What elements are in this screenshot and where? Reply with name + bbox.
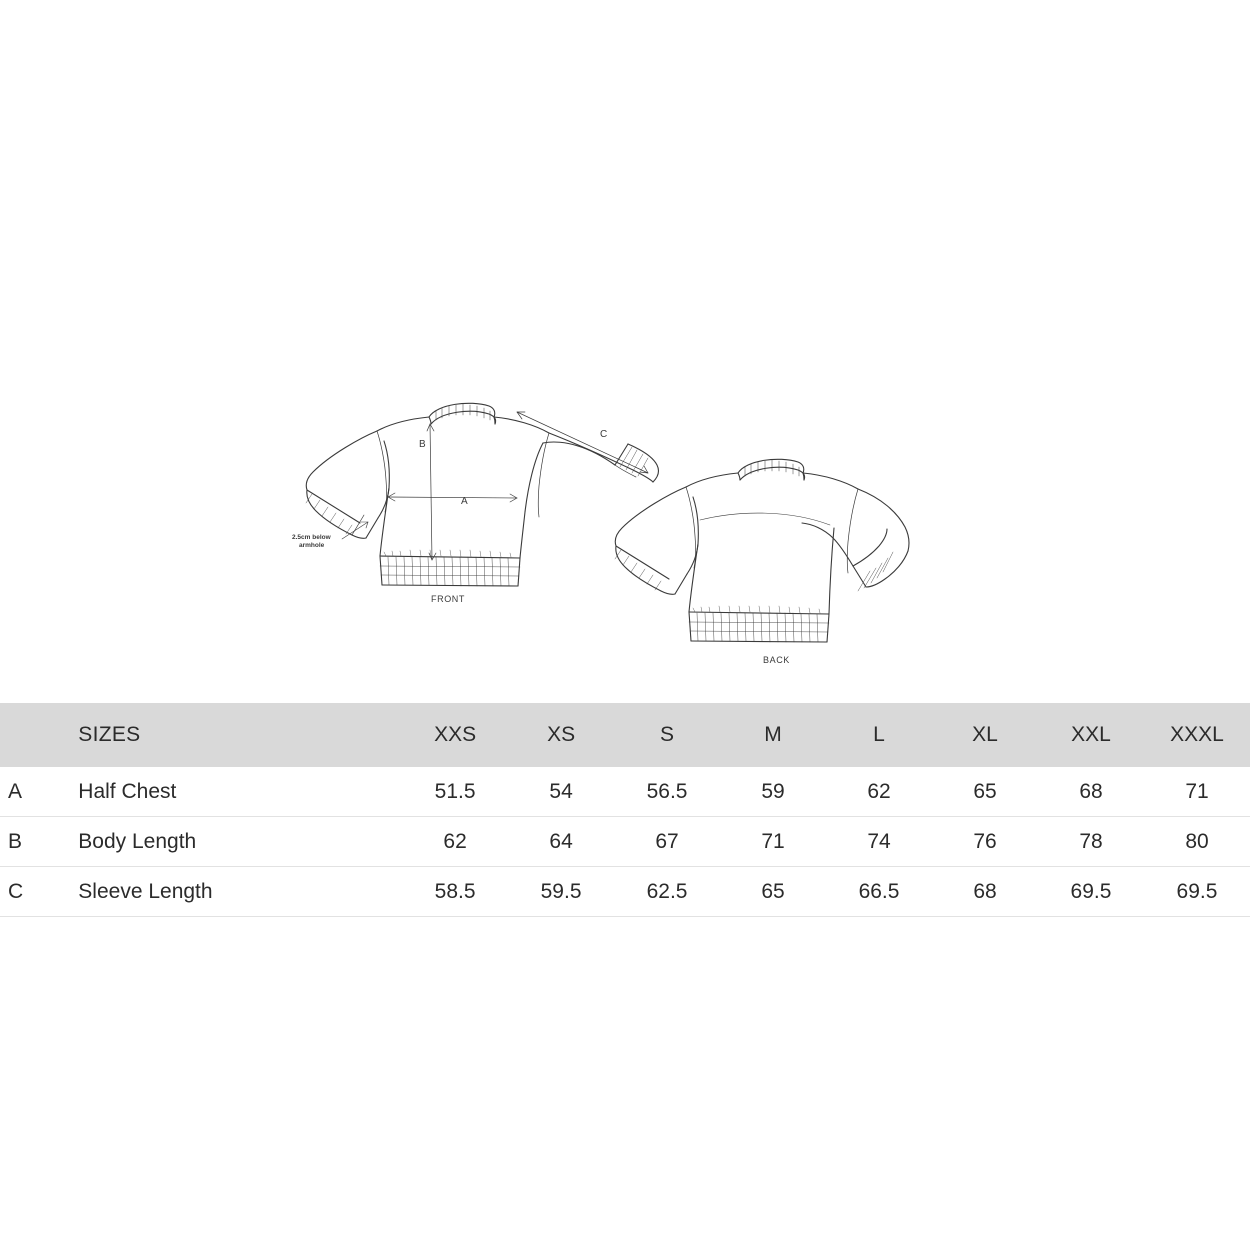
- cell-half-chest-s: 56.5: [614, 767, 720, 817]
- row-code-b: B: [0, 817, 74, 867]
- header-size-xxxl: XXXL: [1144, 703, 1250, 767]
- label-c: C: [600, 429, 608, 440]
- cell-sleeve-length-xxs: 58.5: [402, 867, 508, 917]
- cell-half-chest-xxs: 51.5: [402, 767, 508, 817]
- row-code-a: A: [0, 767, 74, 817]
- back-view: [615, 459, 909, 642]
- table-row: [0, 767, 1250, 817]
- cell-sleeve-length-xxxl: 69.5: [1144, 867, 1250, 917]
- armhole-note-line1: 2.5cm below: [292, 534, 331, 541]
- row-name-half-chest: Half Chest: [74, 767, 402, 817]
- header-code: [0, 703, 74, 767]
- label-b: B: [419, 439, 426, 450]
- header-size-xxl: XXL: [1038, 703, 1144, 767]
- cell-body-length-s: 67: [614, 817, 720, 867]
- cell-body-length-xl: 76: [932, 817, 1038, 867]
- cell-sleeve-length-xxl: 69.5: [1038, 867, 1144, 917]
- cell-half-chest-xs: 54: [508, 767, 614, 817]
- cell-body-length-xs: 64: [508, 817, 614, 867]
- table-header-row: [0, 703, 1250, 767]
- cell-half-chest-m: 59: [720, 767, 826, 817]
- size-chart-table: [0, 703, 1250, 917]
- cell-sleeve-length-m: 65: [720, 867, 826, 917]
- cell-body-length-xxs: 62: [402, 817, 508, 867]
- cell-half-chest-xl: 65: [932, 767, 1038, 817]
- cell-sleeve-length-xs: 59.5: [508, 867, 614, 917]
- header-size-xxs: XXS: [402, 703, 508, 767]
- label-a: A: [461, 496, 468, 507]
- cell-body-length-m: 71: [720, 817, 826, 867]
- cell-body-length-xxxl: 80: [1144, 817, 1250, 867]
- table-row: [0, 867, 1250, 917]
- header-size-m: M: [720, 703, 826, 767]
- cell-half-chest-xxxl: 71: [1144, 767, 1250, 817]
- cell-half-chest-xxl: 68: [1038, 767, 1144, 817]
- cell-sleeve-length-s: 62.5: [614, 867, 720, 917]
- header-sizes-label: SIZES: [74, 703, 402, 767]
- table-row: [0, 817, 1250, 867]
- cell-sleeve-length-l: 66.5: [826, 867, 932, 917]
- header-size-xs: XS: [508, 703, 614, 767]
- cell-body-length-xxl: 78: [1038, 817, 1144, 867]
- row-code-c: C: [0, 867, 74, 917]
- cell-body-length-l: 74: [826, 817, 932, 867]
- cell-half-chest-l: 62: [826, 767, 932, 817]
- row-name-body-length: Body Length: [74, 817, 402, 867]
- header-size-s: S: [614, 703, 720, 767]
- cell-sleeve-length-xl: 68: [932, 867, 1038, 917]
- header-size-l: L: [826, 703, 932, 767]
- back-caption: BACK: [763, 655, 790, 665]
- armhole-note-line2: armhole: [299, 542, 325, 549]
- front-caption: FRONT: [431, 594, 465, 604]
- row-name-sleeve-length: Sleeve Length: [74, 867, 402, 917]
- header-size-xl: XL: [932, 703, 1038, 767]
